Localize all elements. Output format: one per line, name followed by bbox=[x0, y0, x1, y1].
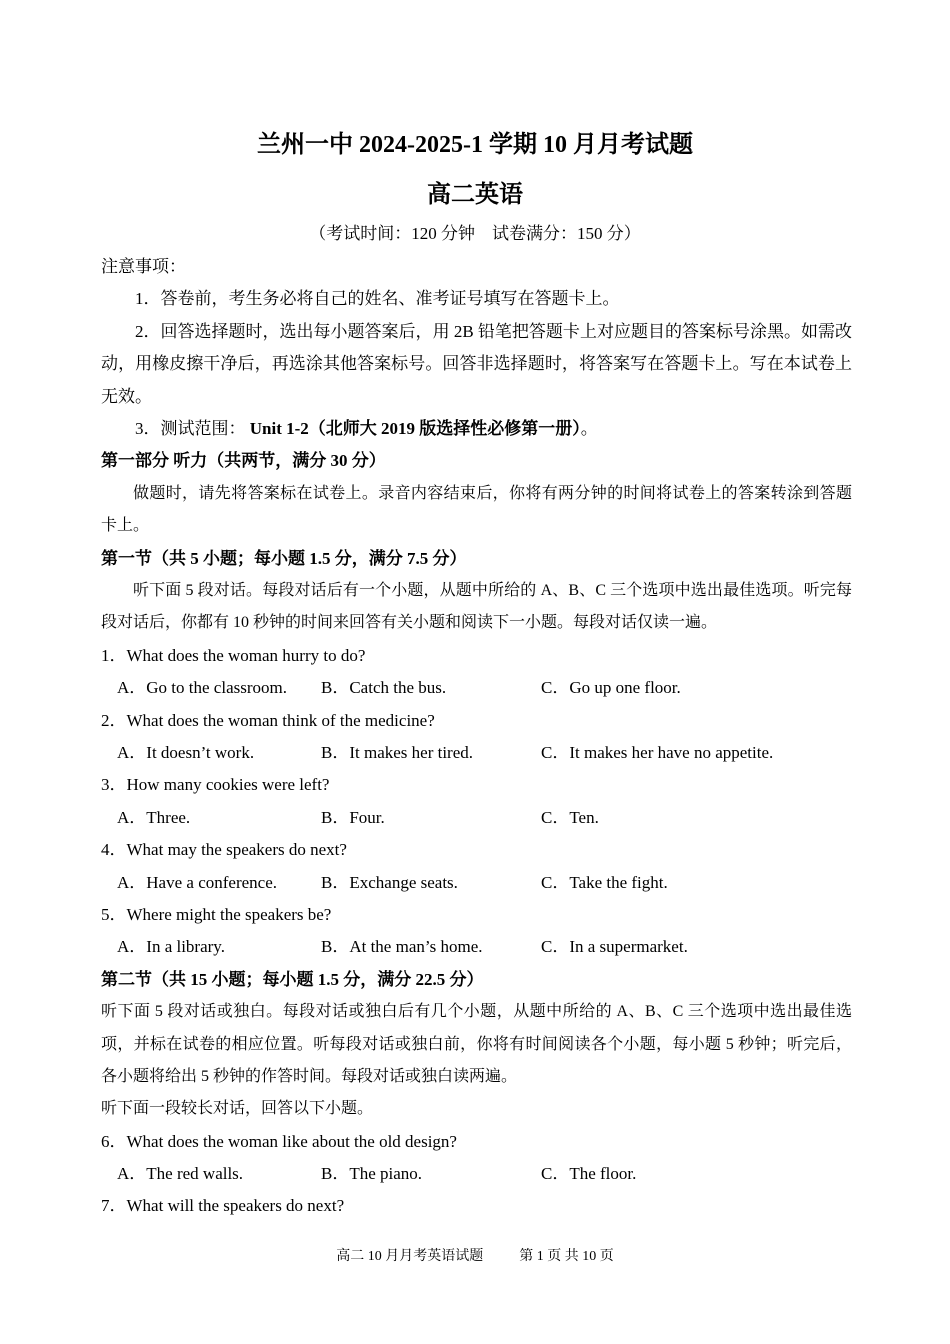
question-1: 1．What does the woman hurry to do? bbox=[101, 645, 366, 665]
option-c: C．Take the fight. bbox=[541, 872, 668, 892]
page-footer bbox=[0, 1245, 950, 1265]
question-6-options bbox=[101, 1158, 852, 1190]
option-c: C．The floor. bbox=[541, 1164, 637, 1184]
notes-item-2: 2．回答选择题时，选出每小题答案后，用 2B 铅笔把答题卡上对应题目的答案标号涂黑。如需改动，用橡皮擦干净后，再选涂其他答案标号。回答非选择题时，将答案写在答题卡上。写在本试卷上无效。 bbox=[101, 321, 852, 406]
option-b: B．Catch the bus. bbox=[321, 678, 447, 698]
question-7: 7．What will the speakers do next? bbox=[101, 1196, 345, 1216]
section2-sub-instruction: 听下面一段较长对话，回答以下小题。 bbox=[101, 1100, 374, 1118]
question-4-options bbox=[101, 867, 852, 899]
option-a: A．The red walls. bbox=[117, 1164, 244, 1184]
part1-heading: 第一部分 听力（共两节，满分 30 分） bbox=[101, 451, 386, 471]
option-b: B．At the man’s home. bbox=[321, 937, 483, 957]
question-3-options bbox=[101, 802, 852, 834]
notes-heading: 注意事项： bbox=[101, 257, 186, 276]
section2-heading: 第二节（共 15 小题；每小题 1.5 分，满分 22.5 分） bbox=[101, 969, 484, 989]
option-a: A．Go to the classroom. bbox=[117, 678, 287, 698]
exam-title: 兰州一中 2024-2025-1 学期 10 月月考试题 bbox=[257, 132, 693, 158]
option-b: B．The piano. bbox=[321, 1164, 423, 1184]
option-c: C．Go up one floor. bbox=[541, 678, 681, 698]
exam-content bbox=[101, 251, 852, 1223]
option-b: B．Four. bbox=[321, 807, 385, 827]
option-c: C．It makes her have no appetite. bbox=[541, 742, 774, 762]
option-c: C．Ten. bbox=[541, 807, 599, 827]
exam-subject: 高二英语 bbox=[427, 182, 523, 208]
question-5: 5．Where might the speakers be? bbox=[101, 904, 332, 924]
question-6: 6．What does the woman like about the old design? bbox=[101, 1131, 457, 1151]
option-a: A．In a library. bbox=[117, 937, 225, 957]
option-a: A．Three. bbox=[117, 807, 191, 827]
notes-item-3 bbox=[101, 413, 852, 445]
notes-item-3-prefix: 3．测试范围： bbox=[135, 419, 246, 438]
section1-heading: 第一节（共 5 小题；每小题 1.5 分，满分 7.5 分） bbox=[101, 548, 467, 568]
question-2: 2．What does the woman think of the medicine? bbox=[101, 710, 435, 730]
question-2-options bbox=[101, 737, 852, 769]
option-c: C．In a supermarket. bbox=[541, 937, 688, 957]
question-1-options bbox=[101, 672, 852, 704]
question-5-options bbox=[101, 931, 852, 963]
section1-instruction: 听下面 5 段对话。每段对话后有一个小题，从题中所给的 A、B、C 三个选项中选出最佳选项。听完每段对话后，你都有 10 秒钟的时间来回答有关小题和阅读下一小题。每段对话仅读一遍。 bbox=[101, 581, 852, 632]
option-a: A．It doesn’t work. bbox=[117, 742, 255, 762]
footer-exam-name: 高二 10 月月考英语试题 bbox=[336, 1249, 484, 1264]
question-4: 4．What may the speakers do next? bbox=[101, 840, 347, 860]
notes-item-3-scope: Unit 1-2（北师大 2019 版选择性必修第一册） bbox=[249, 419, 581, 438]
option-b: B．Exchange seats. bbox=[321, 872, 458, 892]
option-a: A．Have a conference. bbox=[117, 872, 277, 892]
question-3: 3．How many cookies were left? bbox=[101, 775, 330, 795]
option-b: B．It makes her tired. bbox=[321, 742, 474, 762]
footer-page-number: 第 1 页 共 10 页 bbox=[519, 1249, 614, 1264]
exam-meta: （考试时间：120 分钟 试卷满分：150 分） bbox=[309, 224, 641, 243]
notes-item-1: 1．答卷前，考生务必将自己的姓名、准考证号填写在答题卡上。 bbox=[135, 289, 620, 309]
notes-item-3-suffix: 。 bbox=[580, 419, 598, 438]
section2-instruction: 听下面 5 段对话或独白。每段对话或独白后有几个小题，从题中所给的 A、B、C 三个选项中选出最佳选项，并标在试卷的相应位置。听每段对话或独白前，你将有时间阅读各个小题，每小题 5 秒钟；听完后，各小题将给出 5 秒钟的作答时间。每段对话或独白读两遍。 bbox=[101, 1003, 852, 1085]
part1-instruction: 做题时，请先将答案标在试卷上。录音内容结束后，你将有两分钟的时间将试卷上的答案转涂到答题卡上。 bbox=[101, 484, 852, 535]
